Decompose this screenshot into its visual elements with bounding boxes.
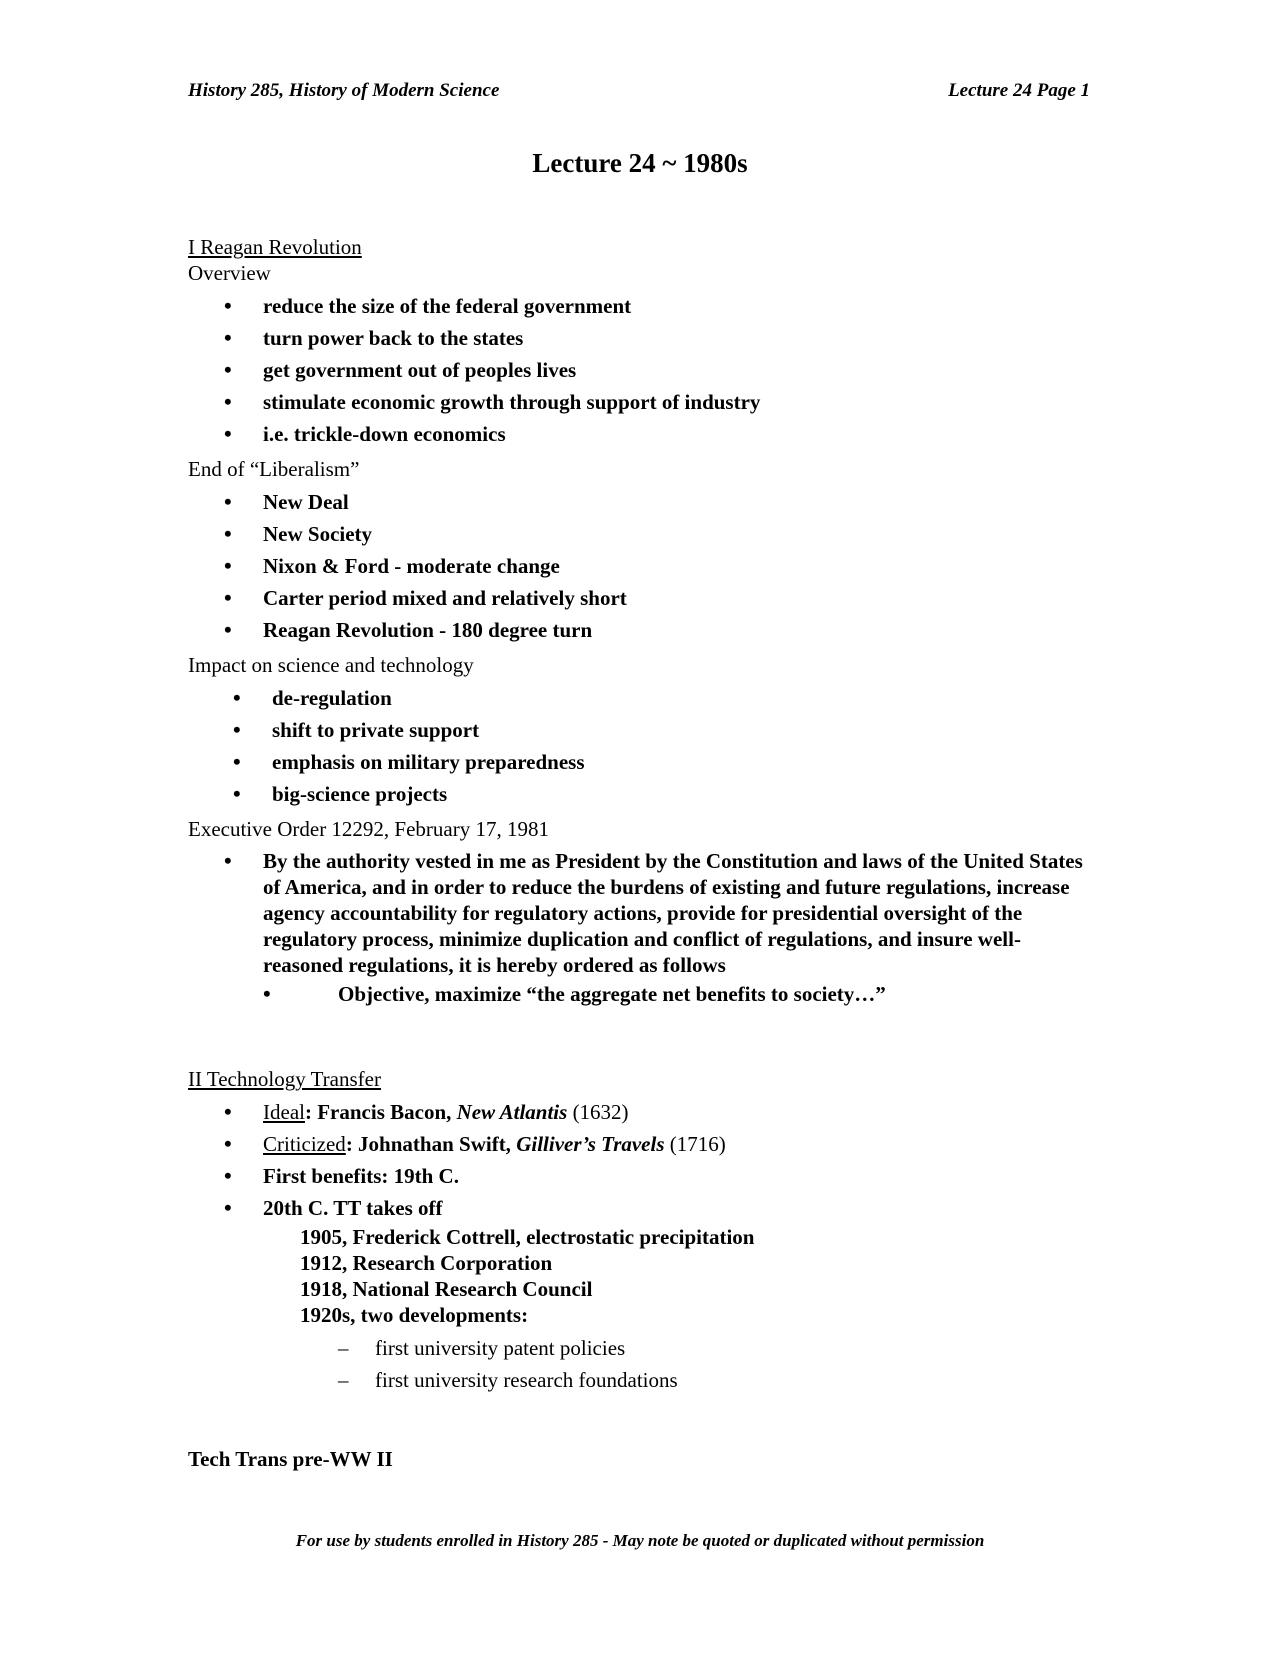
ideal-year: (1632) bbox=[567, 1100, 629, 1124]
criticized-label: Criticized bbox=[263, 1132, 346, 1156]
list-item: • stimulate economic growth through support of industry bbox=[188, 386, 1098, 418]
list-item-twentieth-century: • 20th C. TT takes off bbox=[188, 1192, 1098, 1224]
list-item: • shift to private support bbox=[188, 714, 1098, 746]
list-item: • Carter period mixed and relatively short bbox=[188, 582, 1098, 614]
event-line: 1905, Frederick Cottrell, electrostatic precipitation bbox=[300, 1225, 755, 1249]
criticized-work-title: Gilliver’s Travels bbox=[516, 1132, 665, 1156]
footer-notice: For use by students enrolled in History 285 - May note be quoted or duplicated without permission bbox=[295, 1531, 985, 1550]
subheading-liberalism: End of “Liberalism” bbox=[188, 457, 360, 481]
ideal-work-title: New Atlantis bbox=[456, 1100, 568, 1124]
list-item: • Reagan Revolution - 180 degree turn bbox=[188, 614, 1098, 646]
lecture-content bbox=[188, 234, 1098, 1472]
event-line: 1920s, two developments: bbox=[300, 1303, 529, 1327]
development-text: first university patent policies bbox=[375, 1336, 626, 1360]
executive-order-quote bbox=[188, 848, 1098, 978]
list-item-first-benefits: • First benefits: 19th C. bbox=[188, 1160, 1098, 1192]
liberalism-list bbox=[188, 486, 1098, 646]
executive-order-text: By the authority vested in me as President by the Constitution and laws of the United States of America, and in order to reduce the burdens of existing and future regulations, increase agency accountability for regulatory actions, provide for presidential oversight of the regulatory process, minimize duplication and conflict of regulations, and insure well-reasoned regulations, it is hereby ordered as follows bbox=[263, 849, 1083, 977]
dash-icon: – bbox=[338, 1368, 349, 1392]
list-item: • big-science projects bbox=[188, 778, 1098, 810]
tech-trans-heading: Tech Trans pre-WW II bbox=[188, 1447, 393, 1471]
subheading-executive-order: Executive Order 12292, February 17, 1981 bbox=[188, 817, 549, 841]
executive-order-objective bbox=[188, 978, 1098, 1010]
section-heading-tech-transfer: II Technology Transfer bbox=[188, 1067, 381, 1091]
list-item: • reduce the size of the federal government bbox=[188, 290, 1098, 322]
subheading-impact: Impact on science and technology bbox=[188, 653, 474, 677]
ideal-label: Ideal bbox=[263, 1100, 305, 1124]
list-item bbox=[188, 1364, 1098, 1396]
list-item: • turn power back to the states bbox=[188, 322, 1098, 354]
developments-list bbox=[188, 1332, 1098, 1396]
ideal-author: : Francis Bacon, bbox=[304, 1100, 457, 1124]
list-item: • Nixon & Ford - moderate change bbox=[188, 550, 1098, 582]
event-line: 1918, National Research Council bbox=[300, 1277, 593, 1301]
objective-text: Objective, maximize “the aggregate net benefits to society…” bbox=[338, 982, 886, 1006]
bullet-icon: • bbox=[224, 848, 232, 873]
header-course: History 285, History of Modern Science bbox=[188, 80, 500, 101]
dash-icon: – bbox=[338, 1336, 349, 1360]
list-item-criticized bbox=[188, 1128, 1098, 1160]
development-text: first university research foundations bbox=[375, 1368, 678, 1392]
list-item: • New Deal bbox=[188, 486, 1098, 518]
header-page-number: Lecture 24 Page 1 bbox=[948, 80, 1090, 101]
list-item bbox=[188, 1332, 1098, 1364]
event-line: 1912, Research Corporation bbox=[300, 1251, 553, 1275]
criticized-year: (1716) bbox=[664, 1132, 726, 1156]
list-item: • i.e. trickle-down economics bbox=[188, 418, 1098, 450]
section-heading-reagan: I Reagan Revolution bbox=[188, 235, 362, 259]
tech-transfer-list bbox=[188, 1096, 1098, 1224]
list-item: • New Society bbox=[188, 518, 1098, 550]
criticized-author: : Johnathan Swift, bbox=[345, 1132, 517, 1156]
list-item-ideal bbox=[188, 1096, 1098, 1128]
bullet-icon: • bbox=[263, 981, 271, 1006]
list-item: • get government out of peoples lives bbox=[188, 354, 1098, 386]
page-title: Lecture 24 ~ 1980s bbox=[532, 148, 748, 178]
impact-list bbox=[188, 682, 1098, 810]
subheading-overview: Overview bbox=[188, 261, 271, 285]
overview-list bbox=[188, 290, 1098, 450]
list-item: • emphasis on military preparedness bbox=[188, 746, 1098, 778]
events-list bbox=[188, 1224, 1098, 1328]
list-item: • de-regulation bbox=[188, 682, 1098, 714]
